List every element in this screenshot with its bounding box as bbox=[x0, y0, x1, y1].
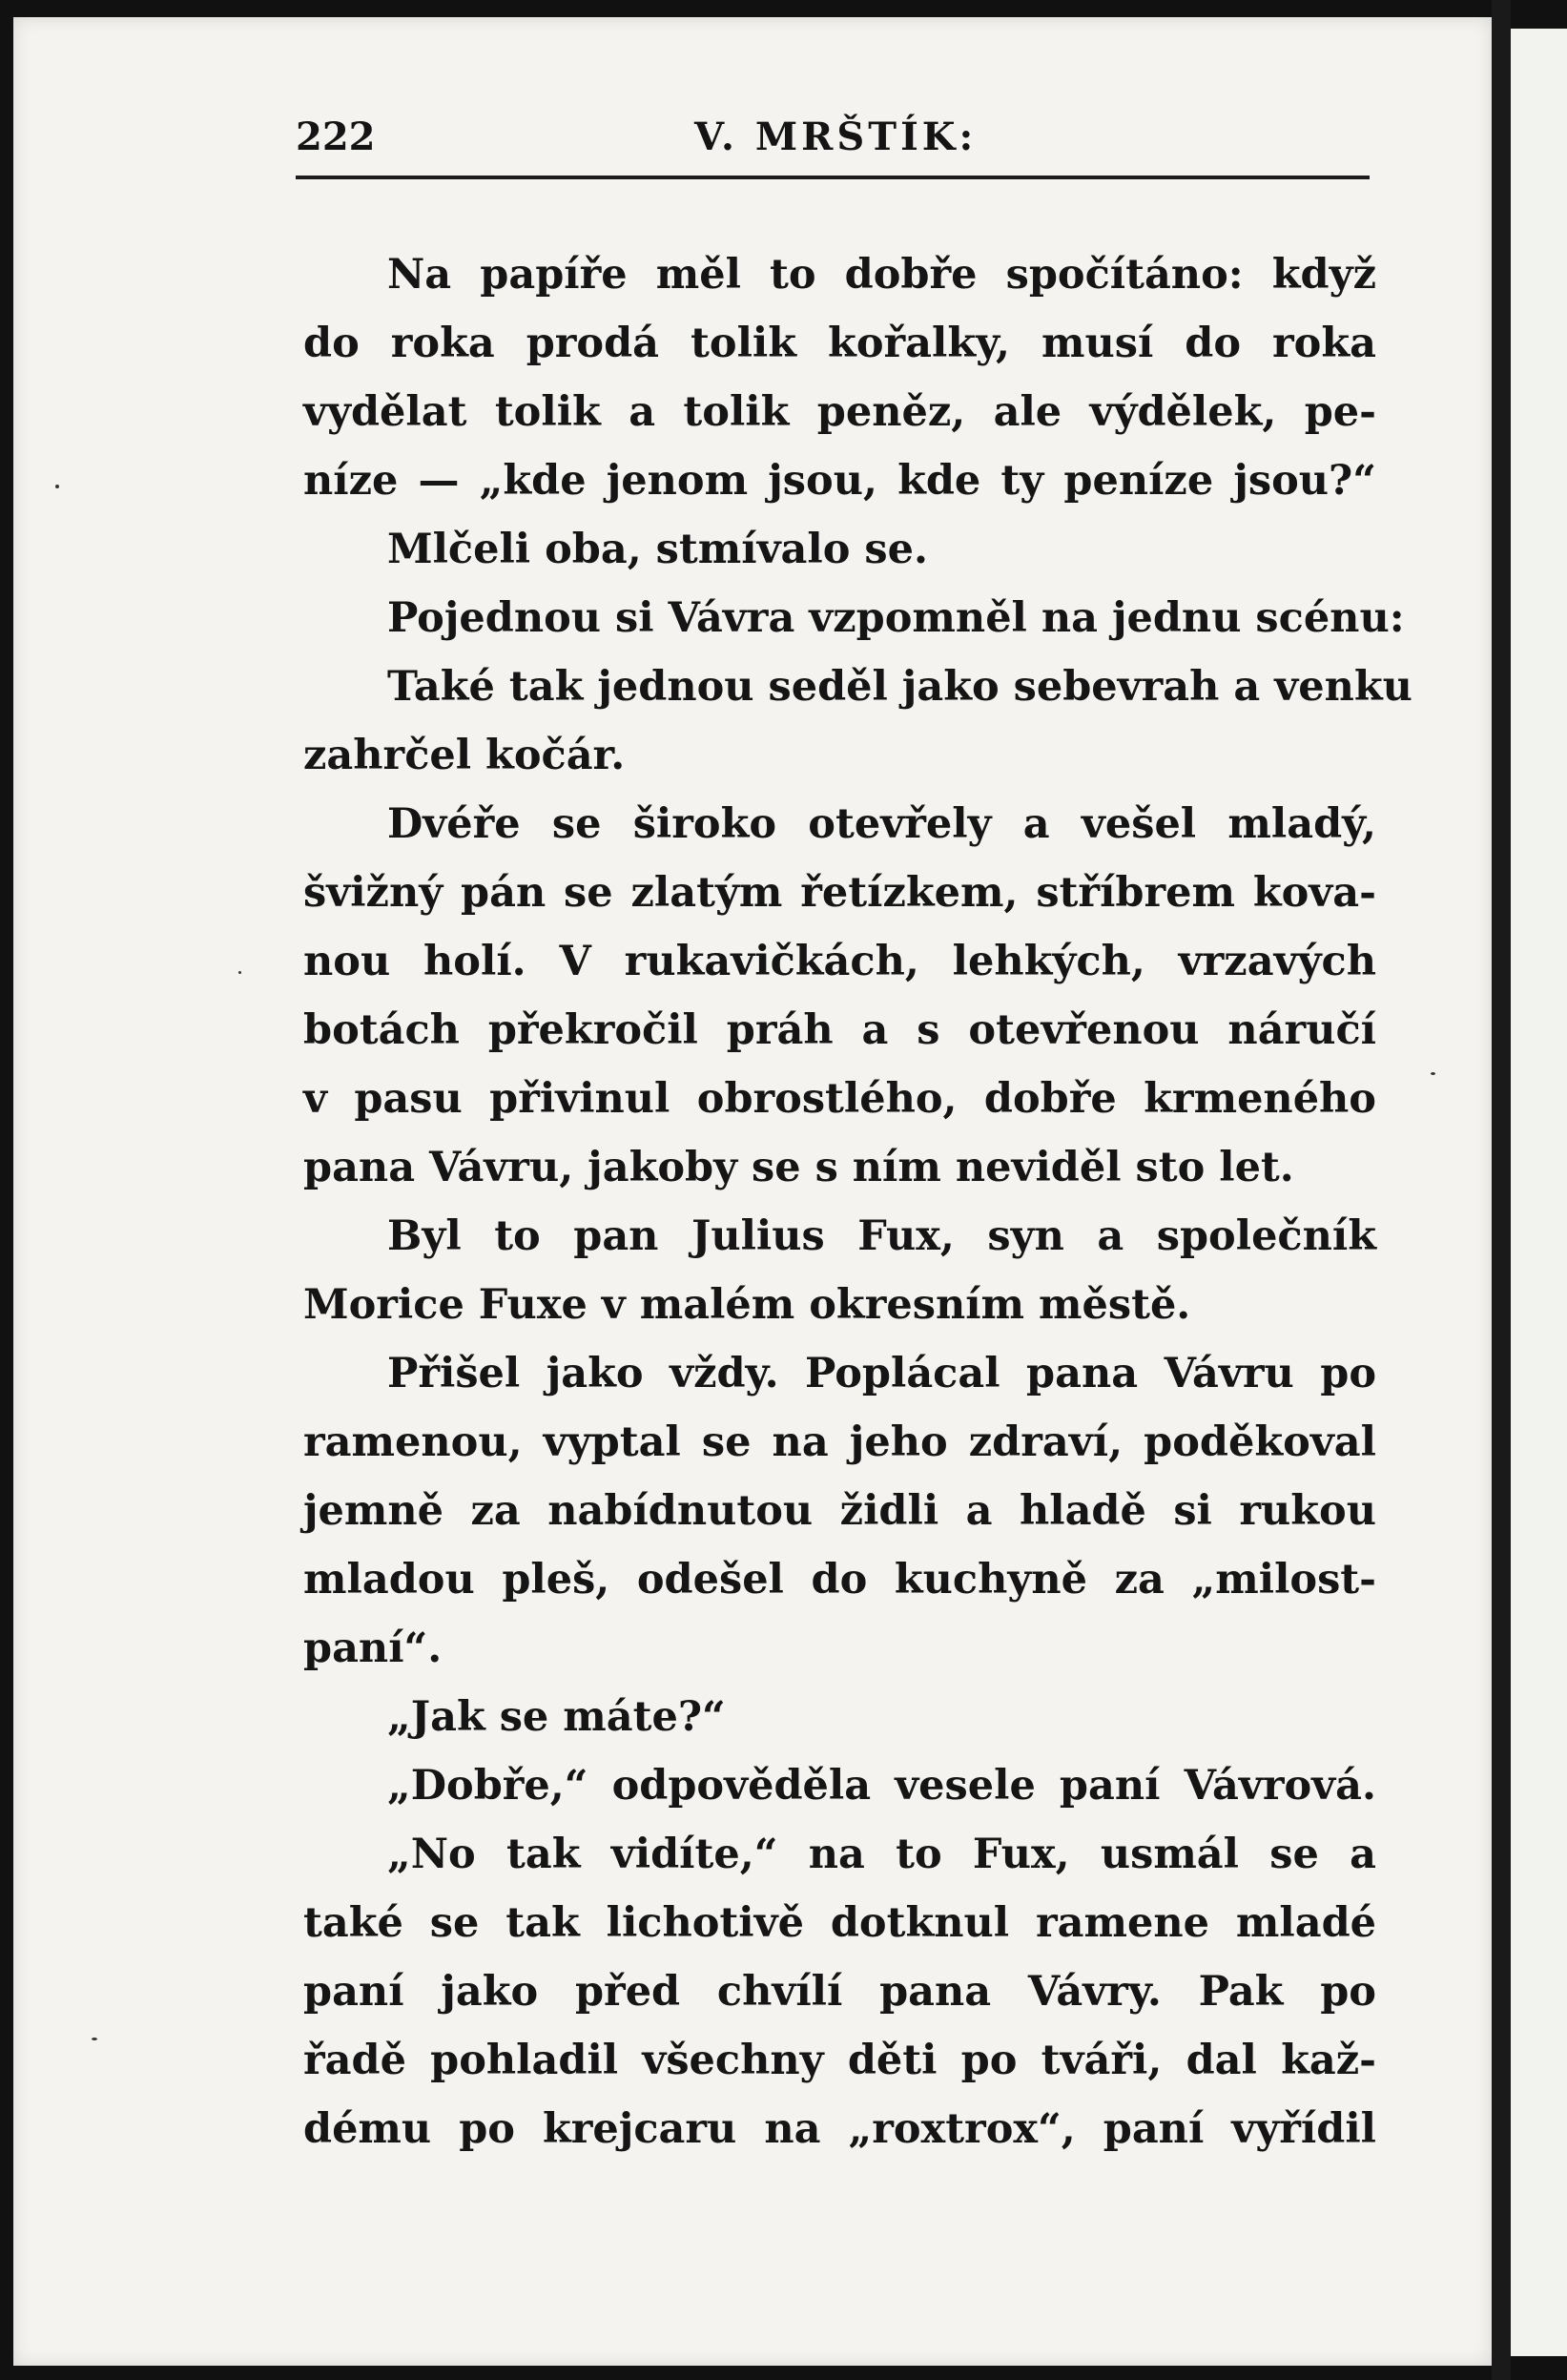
page-number: 222 bbox=[296, 114, 376, 159]
body-text bbox=[303, 240, 1412, 2163]
text-line: Přišel jako vždy. Poplácal pana Vávru po bbox=[387, 1350, 1376, 1397]
text-line: níze — „kde jenom jsou, kde ty peníze jsou?“ bbox=[303, 457, 1376, 505]
text-line: v pasu přivinul obrostlého, dobře krmeného bbox=[303, 1075, 1376, 1123]
text-line: Na papíře měl to dobře spočítáno: když bbox=[387, 251, 1376, 299]
text-line: zahrčel kočár. bbox=[303, 732, 626, 779]
scan-speck bbox=[55, 485, 59, 488]
text-line: „Dobře,“ odpověděla vesele paní Vávrová. bbox=[387, 1762, 1376, 1810]
text-line: Morice Fuxe v malém okresním městě. bbox=[303, 1281, 1191, 1329]
text-line: botách překročil práh a s otevřenou náručí bbox=[303, 1006, 1376, 1054]
text-line: paní jako před chvílí pana Vávry. Pak po bbox=[303, 1968, 1376, 2016]
header-rule bbox=[296, 176, 1370, 179]
text-line: dému po krejcaru na „roxtrox“, paní vyřídil bbox=[303, 2105, 1376, 2153]
scan-speck bbox=[1431, 1072, 1435, 1075]
text-line: mladou pleš, odešel do kuchyně za „milost- bbox=[303, 1556, 1376, 1604]
adjacent-page-edge bbox=[1511, 29, 1567, 2356]
text-line: nou holí. V rukavičkách, lehkých, vrzavých bbox=[303, 938, 1376, 985]
text-line: Dvéře se široko otevřely a vešel mladý, bbox=[387, 800, 1376, 848]
text-line: ramenou, vyptal se na jeho zdraví, poděkoval bbox=[303, 1418, 1376, 1466]
text-line: jemně za nabídnutou židli a hladě si rukou bbox=[303, 1487, 1376, 1535]
text-line: do roka prodá tolik kořalky, musí do roka bbox=[303, 320, 1376, 367]
text-line: pana Vávru, jakoby se s ním neviděl sto let. bbox=[303, 1144, 1294, 1191]
text-line: Mlčeli oba, stmívalo se. bbox=[387, 526, 928, 573]
text-line: Pojednou si Vávra vzpomněl na jednu scénu: bbox=[387, 594, 1405, 642]
text-line: paní“. bbox=[303, 1625, 443, 1672]
text-line: také se tak lichotivě dotknul ramene mladé bbox=[303, 1899, 1376, 1947]
text-line: Také tak jednou seděl jako sebevrah a venku bbox=[387, 663, 1412, 711]
gutter-shadow bbox=[1492, 0, 1511, 2380]
text-line: vydělat tolik a tolik peněz, ale výdělek, pe- bbox=[303, 388, 1376, 436]
scan-speck bbox=[238, 971, 241, 974]
text-line: Byl to pan Julius Fux, syn a společník bbox=[387, 1212, 1376, 1260]
running-head-author: V. MRŠTÍK: bbox=[694, 114, 978, 159]
text-line: švižný pán se zlatým řetízkem, stříbrem kova- bbox=[303, 869, 1376, 917]
running-head bbox=[296, 107, 1370, 176]
text-line: řadě pohladil všechny děti po tváři, dal kaž- bbox=[303, 2037, 1376, 2084]
scan-speck bbox=[92, 2038, 97, 2040]
text-line: „Jak se máte?“ bbox=[387, 1693, 726, 1741]
text-line: „No tak vidíte,“ na to Fux, usmál se a bbox=[387, 1831, 1376, 1878]
